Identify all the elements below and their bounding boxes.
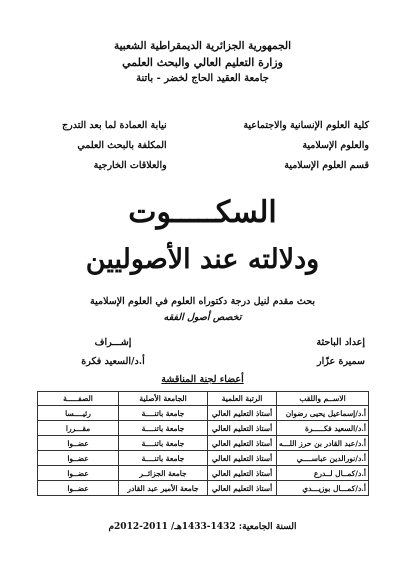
university-line: جامعة العقيد الحاج لخضر - باتنة [136, 73, 269, 84]
member-rank: أستاذ التعليم العالي [208, 466, 277, 481]
supervisor-label: إشـــراف [94, 337, 132, 348]
table-row [38, 421, 369, 436]
thesis-title-main: السكـــــوت [128, 195, 277, 230]
member-name: أ.د/كمـــال بوزيـــدي [277, 481, 369, 496]
deanship-line: والعلاقات الخارجية [93, 160, 167, 171]
member-university: جامعة الأمير عبد القادر [119, 481, 208, 496]
table-header-row [38, 392, 369, 406]
column-header: الرتبة العلمية [208, 392, 277, 406]
supervisor-block [58, 333, 168, 371]
member-rank: أستاذ التعليم العالي [208, 406, 277, 421]
member-rank: أستاذ التعليم العالي [208, 421, 277, 436]
table-row [38, 451, 369, 466]
republic-line: الجمهورية الجزائرية الديمقراطية الشعبية [113, 40, 291, 52]
member-role: مقـــررا [38, 421, 119, 436]
member-name: أ.د/إسماعيل يحيى رضوان [277, 406, 369, 421]
deanship-line: نيابة العمادة لما بعد التدرج [62, 120, 167, 131]
column-header: الجامعة الأصلية [119, 392, 208, 406]
faculty-line: كلية العلوم الإنسانية والاجتماعية [243, 120, 369, 131]
member-rank: أستاذ التعليم العالي [208, 451, 277, 466]
thesis-note: بحث مقدم لنيل درجة دكتوراه العلوم في العلوم الإسلامية [90, 296, 315, 307]
table-row [38, 466, 369, 481]
prepared-label: إعداد الباحثة [316, 337, 365, 348]
researcher-name: سميرة عزّار [317, 356, 365, 367]
table-row [38, 406, 369, 421]
column-header: الاســم واللقب [277, 392, 369, 406]
member-name: أ.د/السعيد فكـــــرة [277, 421, 369, 436]
member-university: جامعة باتنــــة [119, 451, 208, 466]
member-name: أ.د/نورالدين عباســــي [277, 451, 369, 466]
specialty-line: تخصص أصول الفقه [163, 312, 242, 323]
member-rank: أستاذ التعليم العالي [208, 481, 277, 496]
faculty-line: والعلوم الإسلامية [302, 140, 369, 151]
supervisor-name: أ.د/السعيد فكرة [81, 356, 145, 367]
committee-title: أعضاء لجنة المناقشة [161, 374, 244, 385]
committee-table [37, 391, 369, 496]
member-role: رئيــــسا [38, 406, 119, 421]
prepared-by-block [316, 333, 365, 371]
member-rank: أستاذ التعليم العالي [208, 436, 277, 451]
member-role: عضــوا [38, 466, 119, 481]
deanship-block [62, 116, 167, 176]
department-line: قسم العلوم الإسلامية [284, 160, 369, 171]
column-header: الصفـــــة [38, 392, 119, 406]
deanship-line: المكلفة بالبحث العلمي [77, 140, 167, 151]
member-university: جامعة الجزائــر [119, 466, 208, 481]
ministry-line: وزارة التعليم العالي والبحث العلمي [122, 56, 283, 69]
member-university: جامعة باتنــــة [119, 436, 208, 451]
faculty-block [243, 116, 369, 176]
member-role: عضــوا [38, 481, 119, 496]
member-name: أ.د/كمــال لــدرع [277, 466, 369, 481]
member-university: جامعة باتنــــة [119, 406, 208, 421]
table-row [38, 481, 369, 496]
thesis-title-sub: ودلالته عند الأصوليين [85, 244, 320, 275]
academic-year: السنة الجامعية: 1432-1433هـ/ 2011-2012م [108, 522, 297, 532]
member-university: جامعة باتنــــة [119, 421, 208, 436]
member-name: أ.د/عبد القادر بن حرز اللـــه [277, 436, 369, 451]
member-role: عضــوا [38, 436, 119, 451]
member-role: عضــوا [38, 451, 119, 466]
table-row [38, 436, 369, 451]
